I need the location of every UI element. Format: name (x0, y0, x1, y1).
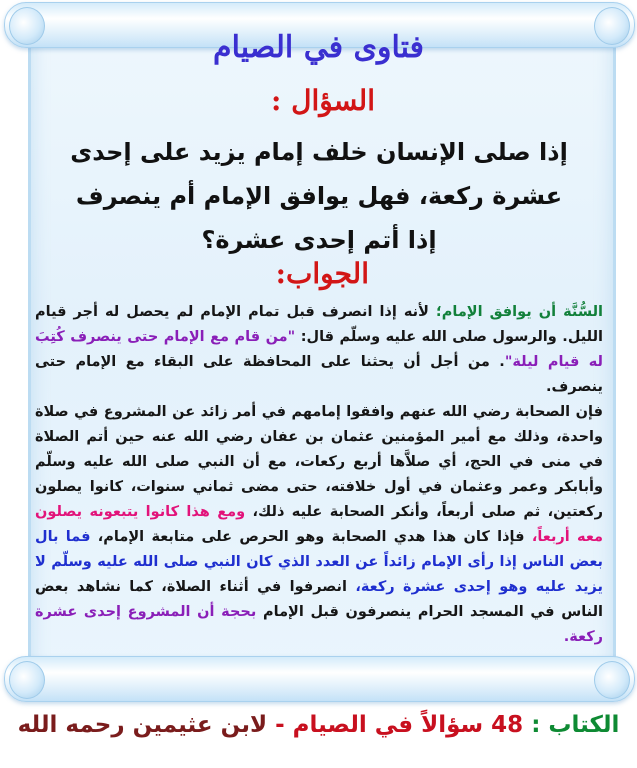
answer-text: انصرفوا في أثناء الصلاة، كما نشاهد بعض الناس في المسجد الحرام ينصرفون قبل الإمام (35, 579, 603, 620)
answer-text: . من أجل أن يحثنا على المحافظة على البقاء مع الإمام حتى ينصرف. (35, 354, 603, 395)
credit-separator: - (275, 712, 285, 738)
answer-highlight-blue: فما بال بعض الناس إذا رأى الإمام زائداً عن العدد الذي كان النبي صلى الله عليه وسلّم لا يزيد عليه وهو إحدى عشرة ركعة، (35, 529, 603, 595)
answer-highlight-green: السُّنَّة أن يوافق الإمام؛ (435, 304, 603, 320)
book-credit (0, 712, 637, 738)
answer-text: لأنه إذا انصرف قبل تمام الإمام لم يحصل له أجر قيام الليل. والرسول صلى الله عليه وسلّم قال: (35, 304, 604, 345)
answer-highlight-purple: بحجة أن المشروع إحدى عشرة ركعة. (35, 604, 603, 645)
page-title: فتاوى في الصيام (213, 30, 424, 65)
answer-text: فإن الصحابة رضي الله عنهم وافقوا إمامهم في أمر زائد عن المشروع في صلاة واحدة، وذلك مع أمير المؤمنين عثمان بن عفان رضي الله عنه حين أتم الصلاة في منى في الحج، أي صلاَّها أربع ركعات، مع أن النبي صلى الله عليه وسلّم وأبابكر وعمر وعثمان في أول خلافته، حتى مضى ثماني سنوات، كانوا يصلون ركعتين، ثم صلى أربعاً، وأنكر الصحابة عليه ذلك، (35, 404, 603, 520)
question-label: السؤال : (271, 84, 375, 117)
book-label: الكتاب : (531, 712, 620, 738)
answer-text: فإذا كان هذا هدي الصحابة وهو الحرص على متابعة الإمام، (97, 529, 532, 545)
question-text: إذا صلى الإنسان خلف إمام يزيد على إحدى عشرة ركعة، فهل يوافق الإمام أم ينصرف إذا أتم إحدى عشرة؟ (70, 138, 568, 254)
book-title: سؤالاً في الصيام (292, 712, 484, 738)
hadith-quote: "من قام مع الإمام حتى ينصرف كُتِبَ له قيام ليلة" (35, 329, 604, 370)
answer-highlight-pink: ومع هذا كانوا يتبعونه يصلون معه أربعاً، (35, 504, 603, 545)
answer-body (35, 300, 603, 650)
book-number: 48 (491, 712, 524, 738)
answer-paragraph (35, 300, 603, 400)
book-author: لابن عثيمين رحمه الله (17, 712, 268, 738)
answer-paragraph (35, 400, 603, 650)
answer-label: الجواب: (275, 257, 369, 290)
